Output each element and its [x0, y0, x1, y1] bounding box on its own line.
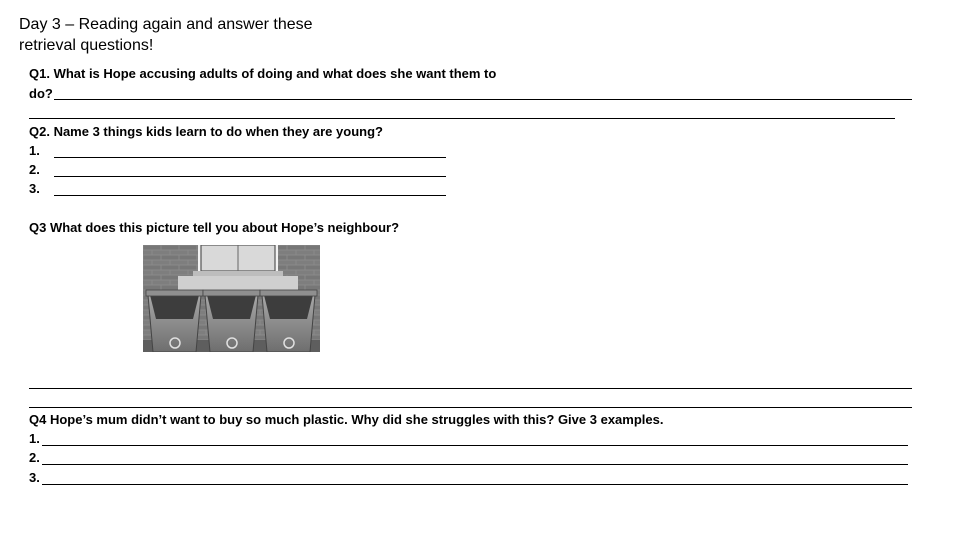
answer-line-q4-3[interactable]	[42, 484, 908, 485]
recycling-bins-picture	[143, 245, 320, 352]
answer-line-q4-2[interactable]	[42, 464, 908, 465]
answer-line-q1-b[interactable]	[29, 118, 895, 119]
q4-number-3: 3.	[29, 470, 40, 485]
question-4: Q4 Hope’s mum didn’t want to buy so much plastic. Why did she struggles with this? Give 3 examples.	[29, 412, 664, 427]
answer-line-q2-3[interactable]	[54, 195, 446, 196]
question-2: Q2. Name 3 things kids learn to do when they are young?	[29, 124, 383, 139]
q4-number-2: 2.	[29, 450, 40, 465]
q4-number-1: 1.	[29, 431, 40, 446]
answer-line-q2-1[interactable]	[54, 157, 446, 158]
answer-line-q4-1[interactable]	[42, 445, 908, 446]
q2-number-1: 1.	[29, 143, 40, 158]
answer-line-q3-a[interactable]	[29, 388, 912, 389]
question-3: Q3 What does this picture tell you about Hope’s neighbour?	[29, 220, 400, 235]
q2-number-2: 2.	[29, 162, 40, 177]
q2-number-3: 3.	[29, 181, 40, 196]
answer-line-q1-a[interactable]	[54, 99, 912, 100]
question-1-line-2: do?	[29, 86, 53, 101]
answer-line-q3-b[interactable]	[29, 407, 912, 408]
page-title: Day 3 – Reading again and answer these retrieval questions!	[19, 16, 313, 54]
question-1-line-1: Q1. What is Hope accusing adults of doing and what does she want them to	[29, 66, 497, 81]
answer-line-q2-2[interactable]	[54, 176, 446, 177]
